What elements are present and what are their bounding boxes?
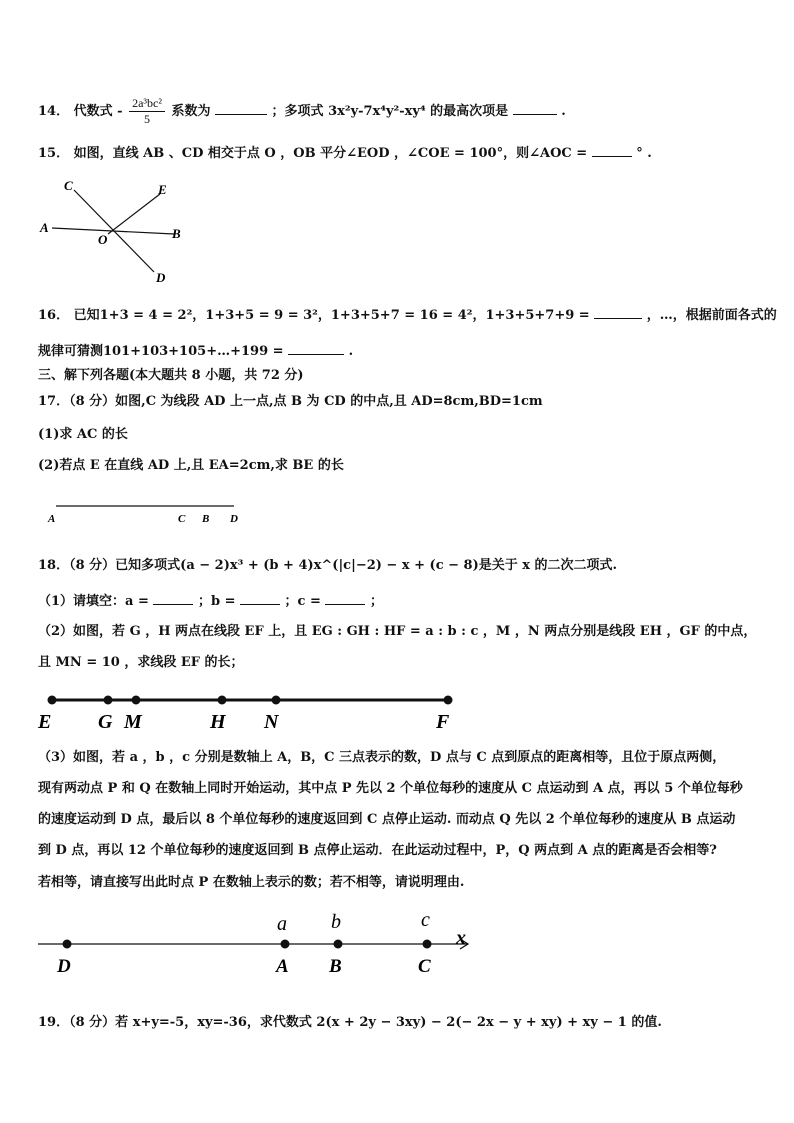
question-18-part-3-line-3: 的速度运动到 D 点，最后以 8 个单位每秒的速度返回到 C 点停止运动. 而动点 Q 先以 2 个单位每秒的速度从 B 点运动 (38, 812, 736, 827)
q17-label-b: B (202, 513, 210, 525)
question-17-part-1: (1)求 AC 的长 (38, 427, 128, 442)
q18-p1-b: ；b = (197, 594, 236, 609)
q17-label-c: C (178, 513, 186, 525)
q18-p1-c: ；c = (284, 594, 321, 609)
label-e: E (38, 711, 52, 733)
q18-blank-b (240, 592, 280, 605)
question-18-part-1 (38, 592, 383, 612)
question-18-part-3-line-2: 现有两动点 P 和 Q 在数轴上同时开始运动，其中点 P 先以 2 个单位每秒的速度从 C 点运动到 A 点，再以 5 个单位每秒 (38, 781, 743, 796)
label-g: G (98, 711, 113, 733)
number-line-label-a-value: a (277, 913, 287, 935)
q15-text: 如图，直线 AB 、CD 相交于点 O ，OB 平分∠EOD ，∠COE = 100°，则∠AOC = (73, 146, 588, 161)
point-n (272, 696, 281, 705)
number-line-label-d: D (57, 956, 71, 977)
q15-label-a: A (40, 220, 49, 235)
number-line-label-a: A (276, 956, 289, 977)
number-line-point-d (63, 940, 72, 949)
q17-figure (44, 498, 254, 528)
q15-label-d: D (156, 270, 166, 285)
q15-number: 15． (38, 146, 70, 161)
q18-blank-a (153, 592, 193, 605)
q14-fraction-numerator: 2a³bc² (129, 96, 165, 112)
label-h: H (210, 711, 226, 733)
number-line-point-b (334, 940, 343, 949)
q15-figure (36, 176, 206, 288)
point-g (104, 696, 113, 705)
point-m (132, 696, 141, 705)
q15-label-o: O (98, 232, 108, 247)
section-heading: 三、解下列各题(本大题共 8 小题，共 72 分) (38, 368, 304, 383)
q15-blank (592, 144, 632, 157)
q14-fraction (129, 96, 165, 127)
q18-p1-a: （1）请填空：a = (38, 594, 149, 609)
question-18-head: 18．（8 分）已知多项式(a − 2)x³ + (b + 4)x^(|c|−2) − x + (c − 8)是关于 x 的二次二项式. (38, 558, 618, 573)
number-line-point-c (423, 940, 432, 949)
q18-p1-end: ； (369, 594, 383, 609)
question-19: 19．（8 分）若 x+y=-5，xy=-36，求代数式 2(x + 2y − 3xy) − 2(− 2x − y + xy) + xy − 1 的值. (38, 1015, 662, 1030)
q18-number-line (36, 906, 476, 978)
question-16-line-1 (38, 306, 777, 326)
point-e (48, 696, 57, 705)
q16-blank-2 (288, 342, 344, 355)
q14-text-2: 系数为 (171, 104, 211, 119)
q15-label-c: C (64, 178, 73, 193)
q15-label-e: E (158, 182, 167, 197)
point-h (218, 696, 227, 705)
question-18-part-2-line-1: （2）如图，若 G ，H 两点在线段 EF 上，且 EG : GH : HF = a : b : c ，M ，N 两点分别是线段 EH ，GF 的中点， (38, 624, 757, 639)
question-18-part-2-line-2: 且 MN = 10 ，求线段 EF 的长； (38, 655, 244, 670)
q14-fraction-denominator: 5 (144, 112, 150, 126)
question-17-head: 17．（8 分）如图,C 为线段 AD 上一点,点 B 为 CD 的中点,且 AD=8cm,BD=1cm (38, 394, 543, 409)
number-line-label-b: B (329, 956, 342, 977)
question-18-part-3-line-4: 到 D 点，再以 12 个单位每秒的速度返回到 B 点停止运动．在此运动过程中，P，Q 两点到 A 点的距离是否会相等? (38, 843, 717, 858)
q16-number: 16． (38, 308, 70, 323)
q17-label-d: D (230, 513, 238, 525)
q18-blank-c (325, 592, 365, 605)
q16-blank-1 (594, 306, 642, 319)
question-15 (38, 144, 652, 164)
label-m: M (124, 711, 142, 733)
q16-line2: 规律可猜测101+103+105+…+199 = (38, 344, 284, 359)
q14-text-3: ；多项式 3x²y-7x⁴y²-xy⁴ 的最高次项是 (271, 104, 509, 119)
q15-label-b: B (172, 226, 181, 241)
q17-label-a: A (48, 513, 56, 525)
label-n: N (264, 711, 279, 733)
number-line-point-a (281, 940, 290, 949)
q14-text-1: 代数式 - (73, 104, 123, 119)
q18-segment-figure (36, 688, 466, 736)
number-line-label-b-value: b (331, 911, 341, 933)
question-14 (38, 96, 566, 127)
label-f: F (436, 711, 450, 733)
number-line-label-c-value: c (421, 909, 430, 931)
question-16-line-2 (38, 342, 353, 362)
q16-line2-tail: . (348, 344, 354, 359)
question-18-part-3-line-5: 若相等，请直接写出此时点 P 在数轴上表示的数；若不相等，请说明理由. (38, 875, 465, 890)
number-line-label-c: C (418, 956, 431, 977)
q14-text-4: . (561, 104, 566, 119)
q16-line1-tail: ，…，根据前面各式的 (646, 308, 777, 323)
number-line-axis-label: x (456, 927, 466, 949)
q14-blank-2 (513, 102, 557, 115)
q14-blank-1 (215, 102, 267, 115)
q15-tail: ° . (636, 146, 652, 161)
q16-line1: 已知1+3 = 4 = 2²，1+3+5 = 9 = 3²，1+3+5+7 = 16 = 4²，1+3+5+7+9 = (73, 308, 590, 323)
question-18-part-3-line-1: （3）如图，若 a ，b ，c 分别是数轴上 A，B，C 三点表示的数，D 点与 C 点到原点的距离相等，且位于原点两侧， (38, 750, 726, 765)
question-17-part-2: (2)若点 E 在直线 AD 上,且 EA=2cm,求 BE 的长 (38, 458, 344, 473)
point-f (444, 696, 453, 705)
q14-number: 14． (38, 104, 70, 119)
